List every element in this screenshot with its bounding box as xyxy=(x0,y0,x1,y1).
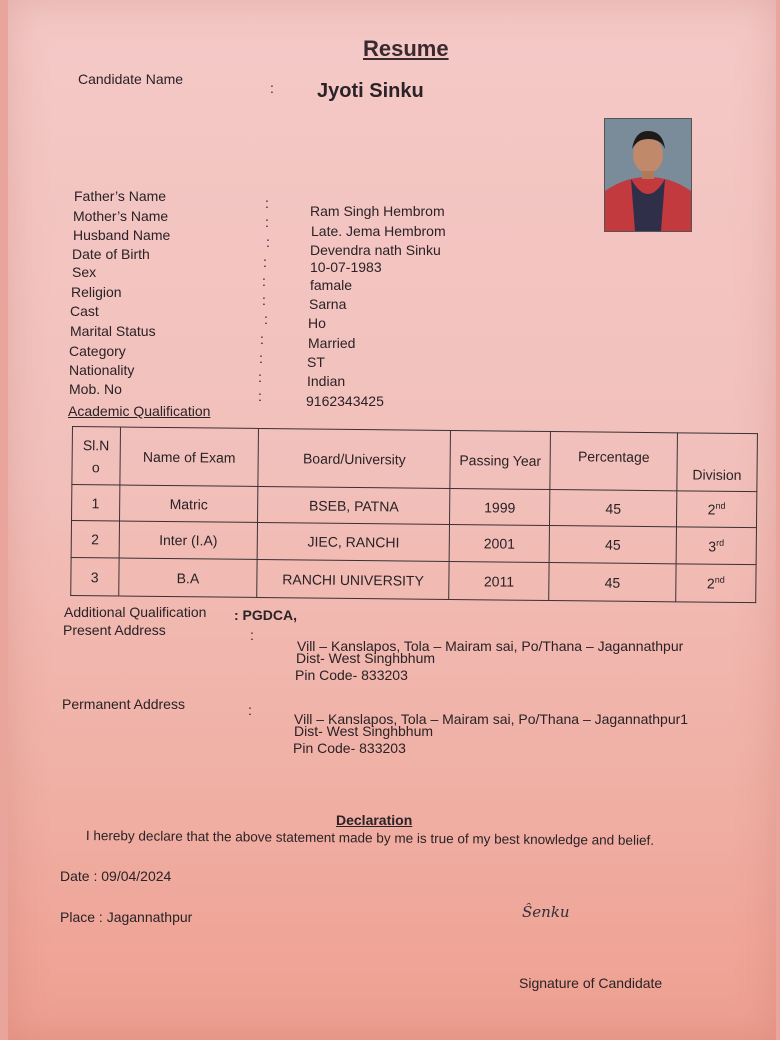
detail-colon: : xyxy=(262,273,266,289)
detail-label-dob: Date of Birth xyxy=(72,246,150,262)
detail-colon: : xyxy=(266,234,270,250)
cell-board: RANCHI UNIVERSITY xyxy=(257,559,449,599)
detail-value-category: ST xyxy=(307,354,325,370)
detail-label-nationality: Nationality xyxy=(69,362,135,378)
header-percentage: Percentage xyxy=(550,432,677,491)
table-header-row xyxy=(72,427,758,492)
detail-value-dob: 10-07-1983 xyxy=(310,259,382,275)
candidate-colon: : xyxy=(270,80,274,96)
detail-colon: : xyxy=(258,388,262,404)
additional-qualification-value: : PGDCA, xyxy=(234,607,297,623)
permanent-address-line-2: Dist- West Singhbhum xyxy=(294,723,434,739)
detail-label-husband: Husband Name xyxy=(73,227,171,243)
cell-division xyxy=(676,491,756,528)
detail-value-marital: Married xyxy=(308,335,356,351)
detail-value-sex: famale xyxy=(310,277,353,293)
cell-exam: B.A xyxy=(118,558,257,597)
division-suffix: nd xyxy=(715,500,726,512)
resume-title: Resume xyxy=(363,36,449,61)
detail-label-sex: Sex xyxy=(72,264,97,280)
cell-division xyxy=(676,564,756,603)
cell-year: 2011 xyxy=(449,561,550,600)
candidate-name-value: Jyoti Sinku xyxy=(317,80,424,102)
candidate-name-label: Candidate Name xyxy=(78,71,184,87)
cell-percentage: 45 xyxy=(549,563,676,602)
detail-value-nationality: Indian xyxy=(307,373,346,389)
detail-value-cast: Ho xyxy=(308,315,326,331)
table-row xyxy=(71,557,756,602)
academic-heading: Academic Qualification xyxy=(68,403,211,419)
detail-label-category: Category xyxy=(69,343,126,359)
cell-percentage: 45 xyxy=(550,490,677,527)
cell-year: 1999 xyxy=(449,488,550,525)
present-address-line-2: Dist- West Singhbhum xyxy=(296,650,436,666)
detail-label-cast: Cast xyxy=(70,303,99,319)
division-number: 2 xyxy=(707,501,716,518)
academic-table xyxy=(70,426,758,603)
header-year: Passing Year xyxy=(450,430,551,489)
cell-exam: Inter (I.A) xyxy=(119,521,258,559)
detail-label-mother: Mother’s Name xyxy=(73,208,169,224)
header-board: Board/University xyxy=(258,428,450,488)
division-suffix: nd xyxy=(714,574,725,586)
cell-sl: 2 xyxy=(71,521,119,558)
detail-colon: : xyxy=(258,369,262,385)
present-address-label: Present Address xyxy=(63,622,166,638)
detail-value-mobile: 9162343425 xyxy=(306,393,384,409)
header-exam: Name of Exam xyxy=(120,427,259,486)
permanent-address-line-3: Pin Code- 833203 xyxy=(293,740,406,756)
detail-colon: : xyxy=(259,350,263,366)
permanent-address-label: Permanent Address xyxy=(62,696,185,712)
present-address-colon: : xyxy=(250,627,254,643)
detail-value-religion: Sarna xyxy=(309,296,347,312)
detail-colon: : xyxy=(265,195,269,211)
candidate-photo xyxy=(604,118,692,232)
cell-division xyxy=(676,527,756,565)
detail-label-marital: Marital Status xyxy=(70,323,156,339)
cell-exam: Matric xyxy=(119,485,258,522)
division-suffix: rd xyxy=(716,537,725,548)
signature-mark: Ŝenku xyxy=(522,903,570,921)
header-sl xyxy=(72,427,120,485)
cell-sl: 1 xyxy=(72,485,120,521)
detail-colon: : xyxy=(265,214,269,230)
division-number: 3 xyxy=(708,537,717,555)
cell-sl: 3 xyxy=(71,557,119,595)
declaration-heading: Declaration xyxy=(336,812,413,828)
present-address-line-3: Pin Code- 833203 xyxy=(295,667,408,683)
additional-qualification-label: Additional Qualification xyxy=(64,604,207,620)
division-number: 2 xyxy=(706,575,715,592)
detail-colon: : xyxy=(263,254,267,270)
place-field: Place : Jagannathpur xyxy=(60,909,193,925)
cell-board: JIEC, RANCHI xyxy=(258,522,450,561)
detail-value-father: Ram Singh Hembrom xyxy=(310,203,445,219)
detail-label-mobile: Mob. No xyxy=(69,381,122,397)
detail-colon: : xyxy=(264,311,268,327)
cell-board: BSEB, PATNA xyxy=(258,486,450,524)
header-sl-top: Sl.N xyxy=(82,436,110,453)
header-division: Division xyxy=(677,433,758,492)
detail-value-mother: Late. Jema Hembrom xyxy=(311,223,446,239)
detail-colon: : xyxy=(260,331,264,347)
signature-label: Signature of Candidate xyxy=(519,975,663,991)
present-address-line-1: Vill – Kanslapos, Tola – Mairam sai, Po/Thana – Jagannathpur xyxy=(297,638,684,654)
date-field: Date : 09/04/2024 xyxy=(60,868,172,884)
detail-label-religion: Religion xyxy=(71,284,122,300)
detail-value-husband: Devendra nath Sinku xyxy=(310,242,441,258)
cell-year: 2001 xyxy=(449,524,550,562)
header-sl-bottom: o xyxy=(91,458,100,475)
permanent-address-line-1: Vill – Kanslapos, Tola – Mairam sai, Po/Thana – Jagannathpur1 xyxy=(294,711,689,727)
detail-colon: : xyxy=(262,292,266,308)
detail-label-father: Father’s Name xyxy=(74,188,167,204)
permanent-address-colon: : xyxy=(248,702,252,718)
declaration-text: I hereby declare that the above statement made by me is true of my best knowledge and belief. xyxy=(85,828,655,848)
cell-percentage: 45 xyxy=(549,526,676,564)
